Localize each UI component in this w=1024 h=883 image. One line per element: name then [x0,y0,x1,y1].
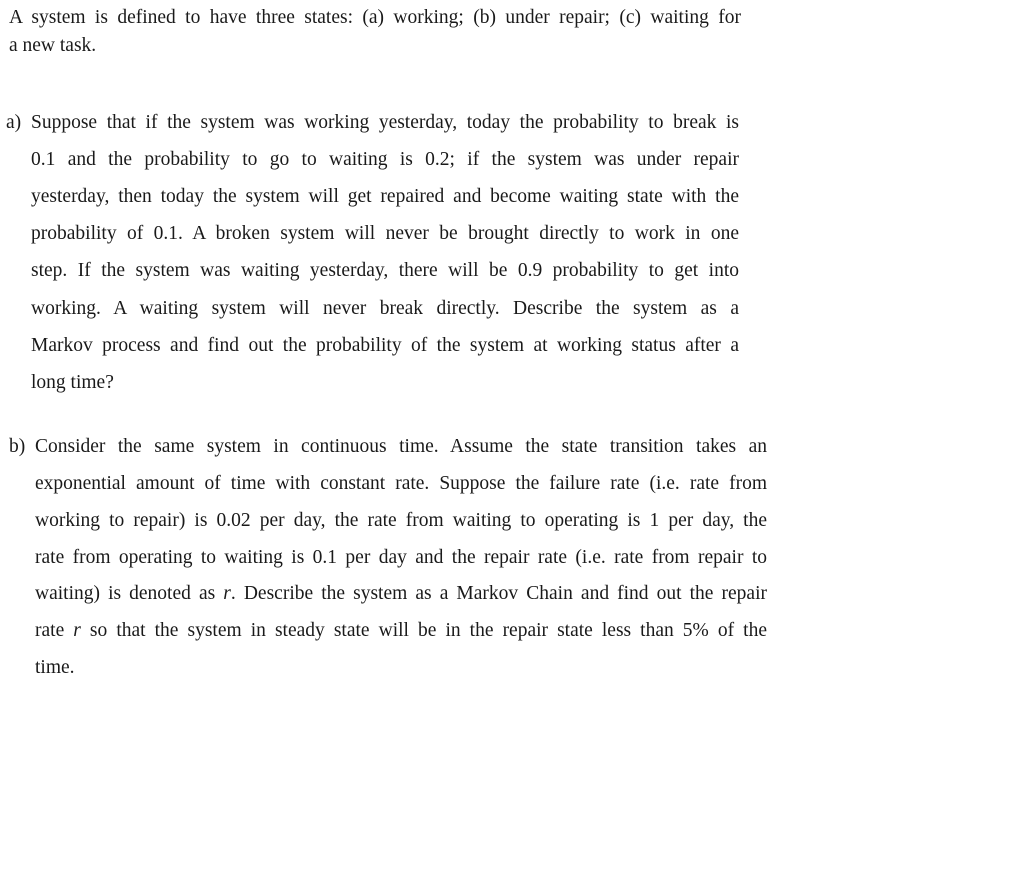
part-b-line-5 [35,582,767,606]
part-a-label: a) [6,112,22,133]
part-b-line-5-text-b: . Describe the system as a Markov Chain and find out the repair [230,583,767,604]
part-a-line-3: yesterday, then today the system will get repaired and become waiting state with the [31,186,739,207]
repair-rate-variable: r [223,583,231,604]
part-a-line-1: Suppose that if the system was working yesterday, today the probability to break is [31,112,739,133]
part-a-line-5: step. If the system was waiting yesterday, there will be 0.9 probability to get into [31,260,739,281]
part-a-line-7: Markov process and find out the probability of the system at working status after a [31,335,739,356]
part-b-line-7: time. [35,657,75,678]
part-a-line-4: probability of 0.1. A broken system will never be brought directly to work in one [31,223,739,244]
part-a-line-2: 0.1 and the probability to go to waiting is 0.2; if the system was under repair [31,149,739,170]
part-b-line-1: Consider the same system in continuous time. Assume the state transition takes an [35,436,767,457]
intro-line-2: a new task. [9,35,97,56]
part-b-line-6-text-a: rate [35,620,74,641]
part-b-line-6 [35,619,767,643]
part-b-label: b) [9,436,26,457]
part-a-line-8: long time? [31,372,114,393]
part-b-line-5-text-a: waiting) is denoted as [35,583,224,604]
part-a-line-6: working. A waiting system will never break directly. Describe the system as a [31,298,739,319]
part-b-line-2: exponential amount of time with constant rate. Suppose the failure rate (i.e. rate from [35,473,767,494]
part-b-line-6-text-b: so that the system in steady state will be in the repair state less than 5% of the [80,620,767,641]
intro-line-1: A system is defined to have three states: (a) working; (b) under repair; (c) waiting for [9,7,741,28]
part-b-line-4: rate from operating to waiting is 0.1 per day and the repair rate (i.e. rate from repair to [35,547,767,568]
part-b-line-3: working to repair) is 0.02 per day, the rate from waiting to operating is 1 per day, the [35,510,767,531]
repair-rate-variable: r [73,620,81,641]
